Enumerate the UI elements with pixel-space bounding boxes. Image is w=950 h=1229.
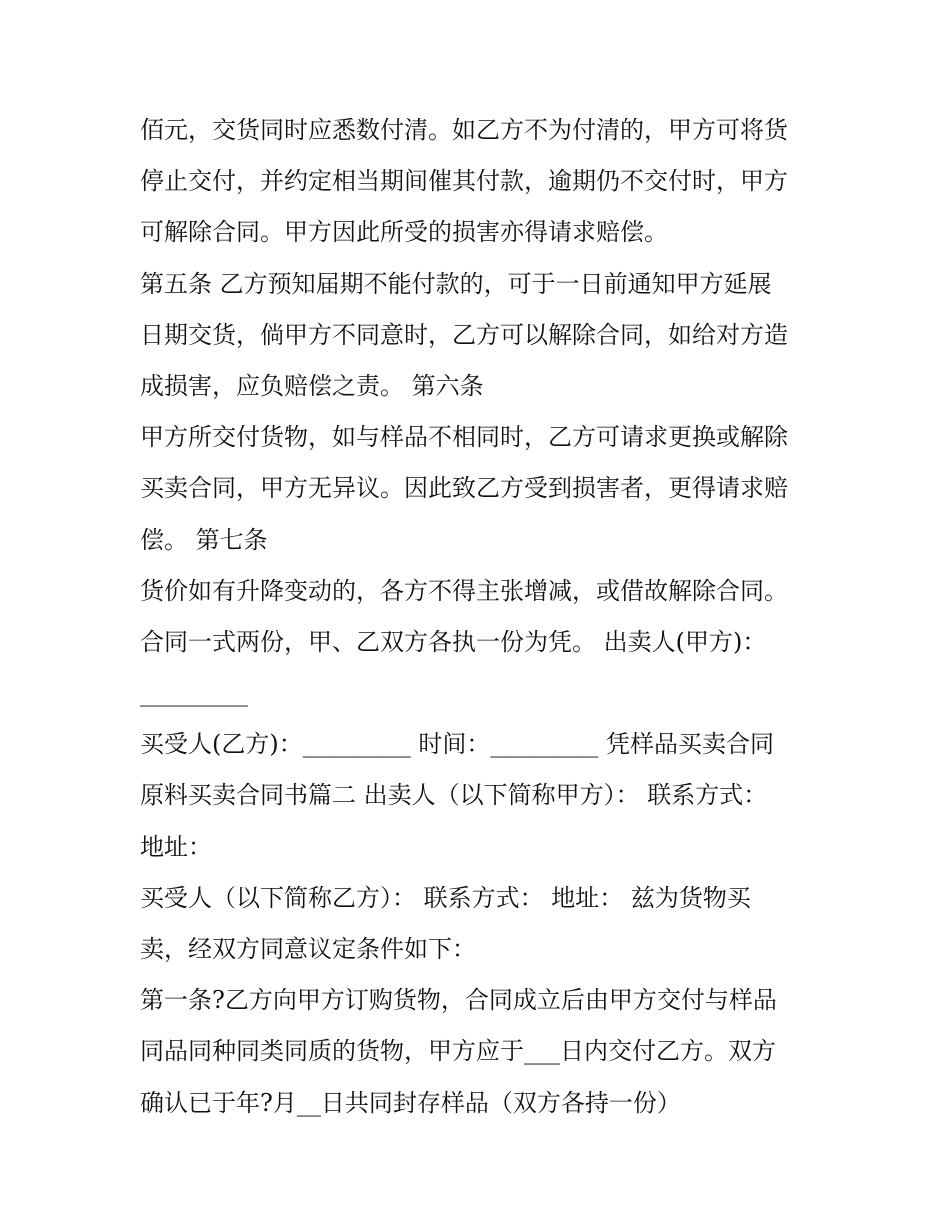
- text-line-20: 确认已于年?月__日共同封存样品（双方各持一份）: [140, 1088, 681, 1117]
- text-line-14: 原料买卖合同书篇二 出卖人（以下简称甲方）： 联系方式：: [140, 781, 768, 810]
- text-line-8: 买卖合同，甲方无异议。因此致乙方受到损害者，更得请求赔: [140, 474, 788, 503]
- text-line-6: 成损害，应负赔偿之责。 第六条: [140, 371, 484, 400]
- text-line-13: 买受人(乙方)：_________ 时间：_________ 凭样品买卖合同: [140, 730, 774, 759]
- text-line-5: 日期交货，倘甲方不同意时，乙方可以解除合同，如给对方造: [140, 320, 788, 349]
- text-line-18: 第一条?乙方向甲方订购货物，合同成立后由甲方交付与样品: [140, 986, 777, 1015]
- text-line-17: 卖，经双方同意议定条件如下：: [140, 935, 476, 963]
- text-line-4: 第五条 乙方预知届期不能付款的，可于一日前通知甲方延展: [140, 269, 772, 298]
- text-line-19: 同品同种同类同质的货物，甲方应于___日内交付乙方。双方: [140, 1037, 776, 1066]
- text-line-9: 偿。 第七条: [140, 525, 268, 554]
- text-line-10: 货价如有升降变动的，各方不得主张增减，或借故解除合同。: [140, 576, 788, 605]
- text-line-16: 买受人（以下简称乙方）： 联系方式： 地址： 兹为货物买: [140, 883, 751, 912]
- text-line-2: 停止交付，并约定相当期间催其付款，逾期仍不交付时，甲方: [140, 167, 788, 196]
- text-line-3: 可解除合同。甲方因此所受的损害亦得请求赔偿。: [140, 218, 668, 247]
- text-line-7: 甲方所交付货物，如与样品不相同时，乙方可请求更换或解除: [140, 423, 788, 452]
- text-line-12: _________: [140, 679, 248, 708]
- text-line-11: 合同一式两份，甲、乙双方各执一份为凭。 出卖人(甲方)：: [140, 627, 767, 656]
- text-line-1: 佰元，交货同时应悉数付清。如乙方不为付清的，甲方可将货: [140, 116, 788, 144]
- contract-body-text: [140, 105, 820, 1129]
- text-line-15: 地址：: [140, 832, 212, 861]
